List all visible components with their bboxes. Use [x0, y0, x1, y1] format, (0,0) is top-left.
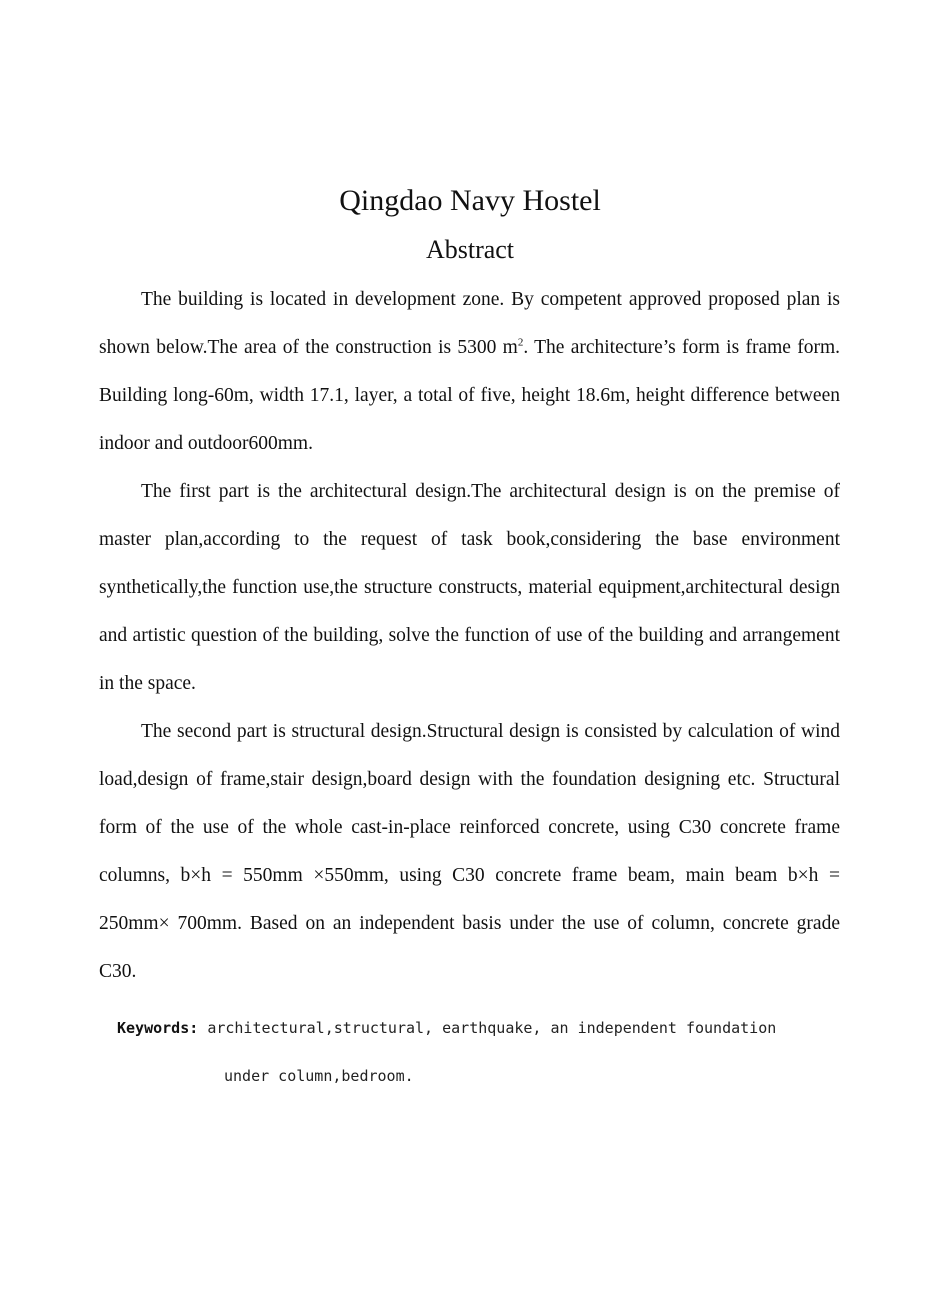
- paragraph-1-text-continued: . The architecture’s form is frame form. Building long-60m, width 17.1, layer, a total of five, height 18.6m, height difference between indoor and outdoor600mm.: [99, 337, 840, 454]
- abstract-paragraph-2: The first part is the architectural design.The architectural design is on the premise of master plan,according to the request of task book,considering the base environment synthetically,the function use,the structure constructs, material equipment,architectural design and artistic question of the building, solve the function of use of the building and arrangement in the space.: [99, 481, 840, 694]
- document-title: Qingdao Navy Hostel: [339, 184, 601, 217]
- abstract-paragraph-3: The second part is structural design.Structural design is consisted by calculation of wind load,design of frame,stair design,board design with the foundation designing etc. Structural form of the use of the whole cast-in-place reinforced concrete, using C30 concrete frame columns, b×h = 550mm ×550mm, using C30 concrete frame beam, main beam b×h = 250mm× 700mm. Based on an independent basis under the use of column, concrete grade C30.: [99, 721, 840, 982]
- abstract-heading: Abstract: [425, 235, 515, 264]
- keywords-line-1: architectural,structural, earthquake, an independent foundation: [207, 1019, 777, 1037]
- abstract-paragraph-1: [99, 276, 840, 468]
- keywords-block: [117, 1004, 817, 1100]
- superscript-squared: 2: [517, 336, 524, 349]
- keywords-label: Keywords:: [117, 1019, 199, 1037]
- abstract-body: [99, 276, 840, 996]
- paragraph-1-text: The building is located in development zone. By competent approved proposed plan is shown below.The area of the construction is 5300 m: [99, 289, 840, 358]
- keywords-line-2: under column,bedroom.: [224, 1067, 414, 1085]
